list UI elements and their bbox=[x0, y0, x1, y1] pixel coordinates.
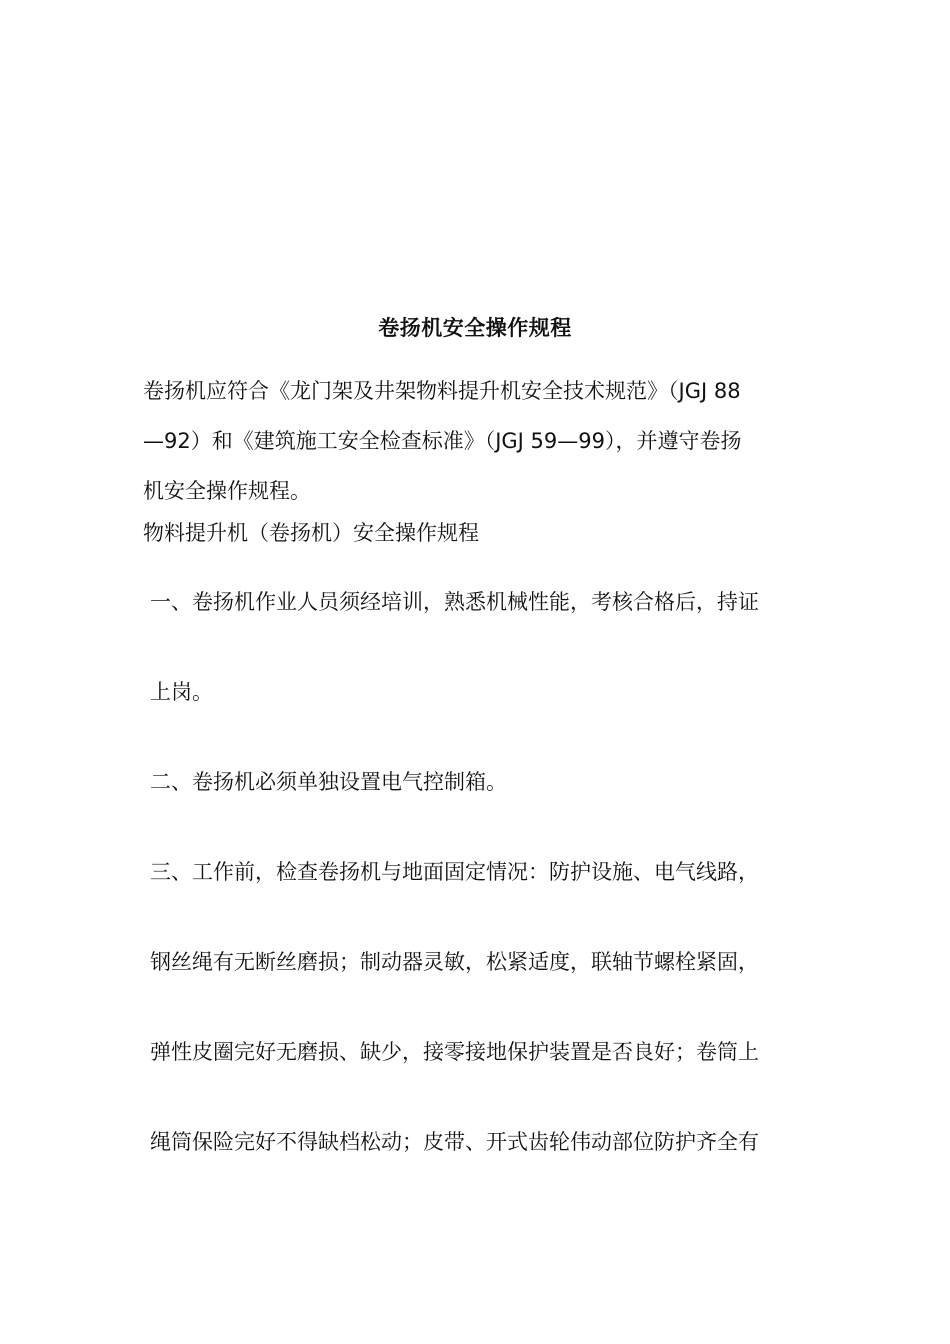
document-title: 卷扬机安全操作规程 bbox=[378, 316, 572, 340]
rule-line: 绳筒保险完好不得缺档松动；皮带、开式齿轮伟动部位防护齐全有 bbox=[150, 1130, 759, 1154]
rules-list bbox=[150, 585, 820, 1215]
rule-line: 上岗。 bbox=[150, 680, 213, 704]
rule-line: 一、卷扬机作业人员须经培训，熟悉机械性能，考核合格后，持证 bbox=[150, 590, 759, 614]
intro-line: —92）和《建筑施工安全检查标准》（JGJ 59—99），并遵守卷扬 bbox=[143, 429, 742, 453]
rule-line: 弹性皮圈完好无磨损、缺少，接零接地保护装置是否良好；卷筒上 bbox=[150, 1040, 759, 1064]
intro-line: 机安全操作规程。 bbox=[143, 479, 311, 503]
rule-line: 三、工作前，检查卷扬机与地面固定情况：防护设施、电气线路， bbox=[150, 860, 759, 884]
rule-line: 二、卷扬机必须单独设置电气控制箱。 bbox=[150, 770, 507, 794]
intro-line: 卷扬机应符合《龙门架及井架物料提升机安全技术规范》（JGJ 88 bbox=[143, 379, 741, 403]
intro-paragraph bbox=[143, 366, 813, 516]
rule-line: 钢丝绳有无断丝磨损；制动器灵敏，松紧适度，联轴节螺栓紧固， bbox=[150, 950, 759, 974]
section-heading: 物料提升机（卷扬机）安全操作规程 bbox=[143, 521, 479, 545]
